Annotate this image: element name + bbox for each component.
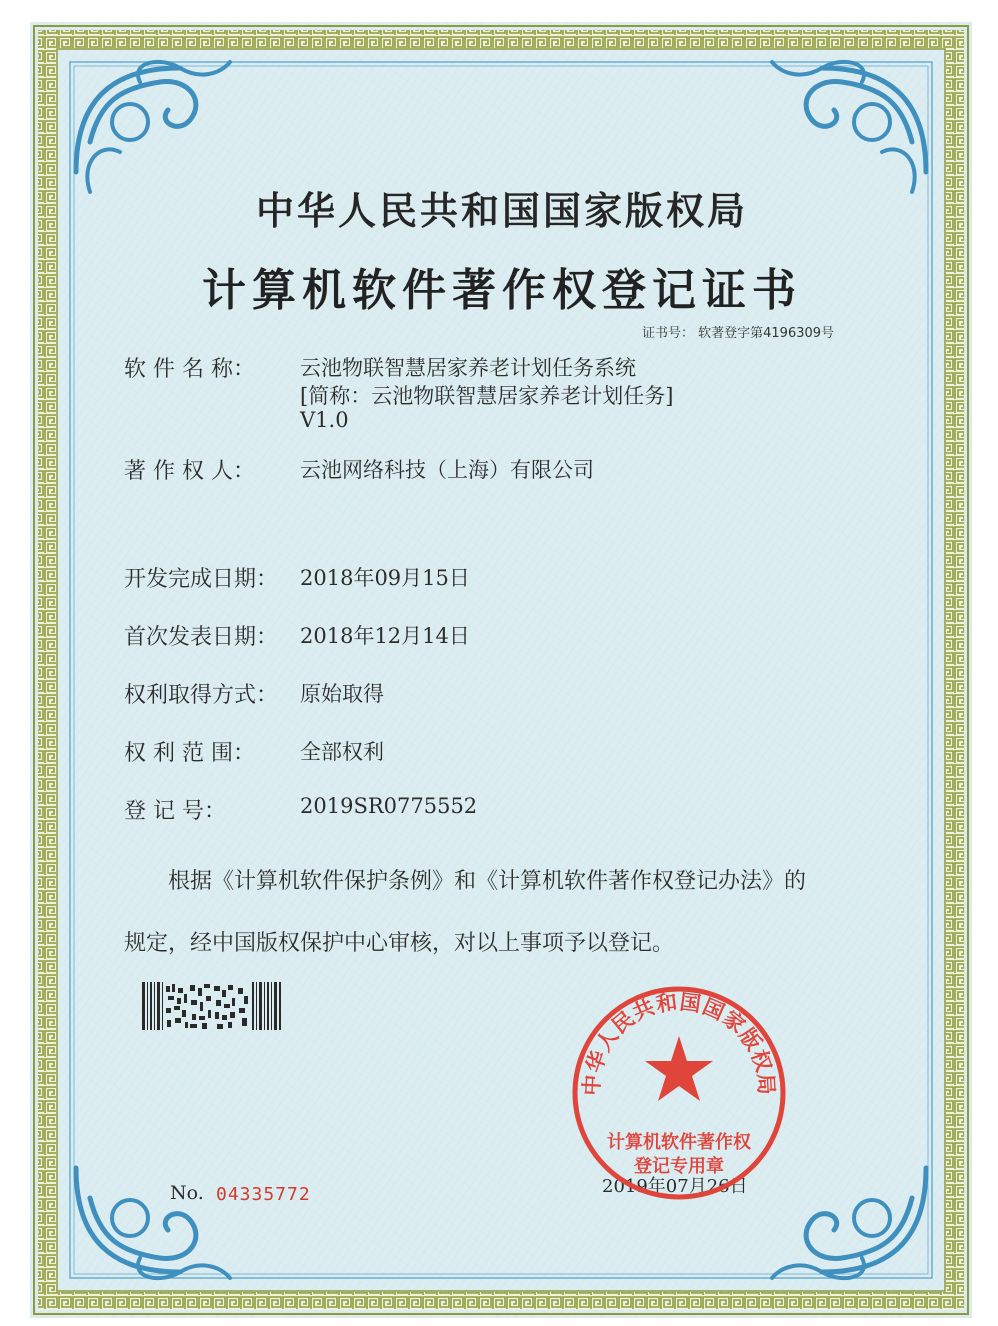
official-seal <box>568 982 790 1204</box>
corner-ornament-top-right <box>772 62 926 192</box>
copyright-owner-value: 云池网络科技（上海）有限公司 <box>300 458 594 482</box>
certificate-number: 证书号： 软著登字第4196309号 <box>642 326 835 341</box>
corner-ornament-top-left <box>76 62 230 192</box>
seal-arc-text: 中华人民共和国国家版权局 <box>579 989 779 1097</box>
issuing-authority: 中华人民共和国国家版权局 <box>255 189 748 233</box>
acquisition-method-value: 原始取得 <box>300 682 384 706</box>
rights-scope-value: 全部权利 <box>300 740 384 764</box>
statement-line-1: 根据《计算机软件保护条例》和《计算机软件著作权登记办法》的 <box>168 869 807 894</box>
certificate-paper <box>30 22 972 1318</box>
seal-star-icon <box>645 1036 713 1101</box>
serial-number-label: No. <box>170 1182 204 1204</box>
development-date-value: 2018年09月15日 <box>300 566 470 590</box>
serial-number-value: 04335772 <box>216 1184 311 1205</box>
development-date-label: 开发完成日期： <box>124 567 279 592</box>
issue-date: 2019年07月26日 <box>602 1176 748 1197</box>
registration-number-label: 登 记 号： <box>124 799 226 824</box>
rights-scope-label: 权 利 范 围： <box>124 741 255 766</box>
registration-number-value: 2019SR0775552 <box>300 794 478 818</box>
barcode <box>142 982 282 1030</box>
software-version: V1.0 <box>300 408 349 432</box>
copyright-owner-label: 著 作 权 人： <box>124 459 255 484</box>
acquisition-method-label: 权利取得方式： <box>124 683 279 708</box>
certificate-title: 计算机软件著作权登记证书 <box>202 265 802 316</box>
software-name-value: 云池物联智慧居家养老计划任务系统 <box>300 356 636 380</box>
corner-ornament-bottom-left <box>76 1168 230 1278</box>
statement-line-2: 规定，经中国版权保护中心审核，对以上事项予以登记。 <box>124 931 675 956</box>
publication-date-label: 首次发表日期： <box>124 625 279 650</box>
seal-line-2: 登记专用章 <box>634 1156 724 1177</box>
corner-ornament-bottom-right <box>772 1168 926 1278</box>
software-name-label: 软 件 名 称： <box>124 357 255 382</box>
publication-date-value: 2018年12月14日 <box>300 624 470 648</box>
software-short-name: [简称：云池物联智慧居家养老计划任务] <box>300 384 674 408</box>
seal-line-1: 计算机软件著作权 <box>607 1132 751 1153</box>
